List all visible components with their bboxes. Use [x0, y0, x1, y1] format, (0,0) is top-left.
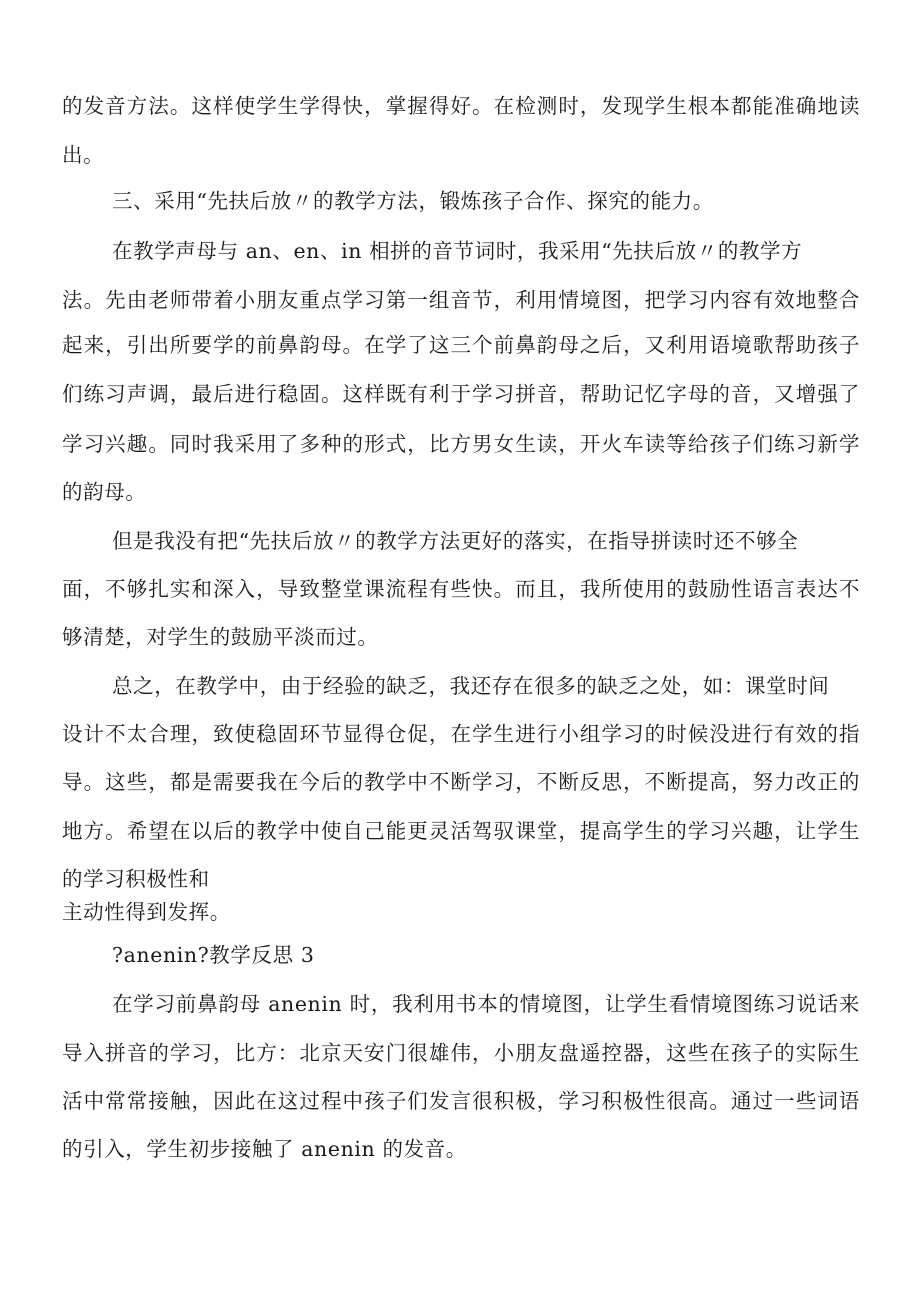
section-heading: 三、采用“先扶后放〃的教学方法，锻炼孩子合作、探究的能力。 [112, 189, 714, 213]
text-line: 活中常常接触，因此在这过程中孩子们发言很积极，学习积极性很高。通过一些词语 [62, 1089, 860, 1113]
text-line: 出。 [62, 143, 105, 167]
text-line: 的引入，学生初步接触了 anenin 的发音。 [62, 1137, 467, 1161]
text-line: 法。先由老师带着小朋友重点学习第一组音节，利用情境图，把学习内容有效地整合 [62, 288, 860, 312]
text-line: 的学习积极性和 [62, 867, 210, 891]
text-line: 主动性得到发挥。 [62, 900, 231, 924]
text-line: 但是我没有把“先扶后放〃的教学方法更好的落实，在指导拼读时还不够全 [112, 529, 799, 553]
text-line: 导。这些，都是需要我在今后的教学中不断学习，不断反思，不断提高，努力改正的 [62, 770, 860, 794]
text-line: 导入拼音的学习，比方：北京天安门很雄伟，小朋友盘遥控器，这些在孩子的实际生 [62, 1041, 860, 1065]
text-line: 的发音方法。这样使学生学得快，掌握得好。在检测时，发现学生根本都能准确地读 [62, 94, 860, 118]
text-line: 起来，引出所要学的前鼻韵母。在学了这三个前鼻韵母之后，又利用语境歌帮助孩子 [62, 333, 860, 357]
text-line: 在学习前鼻韵母 anenin 时，我利用书本的情境图，让学生看情境图练习说话来 [112, 992, 860, 1016]
text-line: 在教学声母与 an、en、in 相拼的音节词时，我采用“先扶后放〃的教学方 [112, 239, 803, 263]
text-line: 们练习声调，最后进行稳固。这样既有利于学习拼音，帮助记忆字母的音，又增强了 [62, 382, 860, 406]
text-line: 设计不太合理，致使稳固环节显得仓促，在学生进行小组学习的时候没进行有效的指 [62, 722, 860, 746]
text-line: 够清楚，对学生的鼓励平淡而过。 [62, 625, 379, 649]
text-line: 总之，在教学中，由于经验的缺乏，我还存在很多的缺乏之处，如：课堂时间 [112, 674, 830, 698]
section-title: ?anenin?教学反思 3 [112, 943, 315, 967]
text-line: 学习兴趣。同时我采用了多种的形式，比方男女生读，开火车读等给孩子们练习新学 [62, 432, 860, 456]
text-line: 面，不够扎实和深入，导致整堂课流程有些快。而且，我所使用的鼓励性语言表达不 [62, 577, 860, 601]
text-line: 的韵母。 [62, 480, 147, 504]
text-line: 地方。希望在以后的教学中使自己能更灵活驾驭课堂，提高学生的学习兴趣，让学生 [62, 819, 860, 843]
